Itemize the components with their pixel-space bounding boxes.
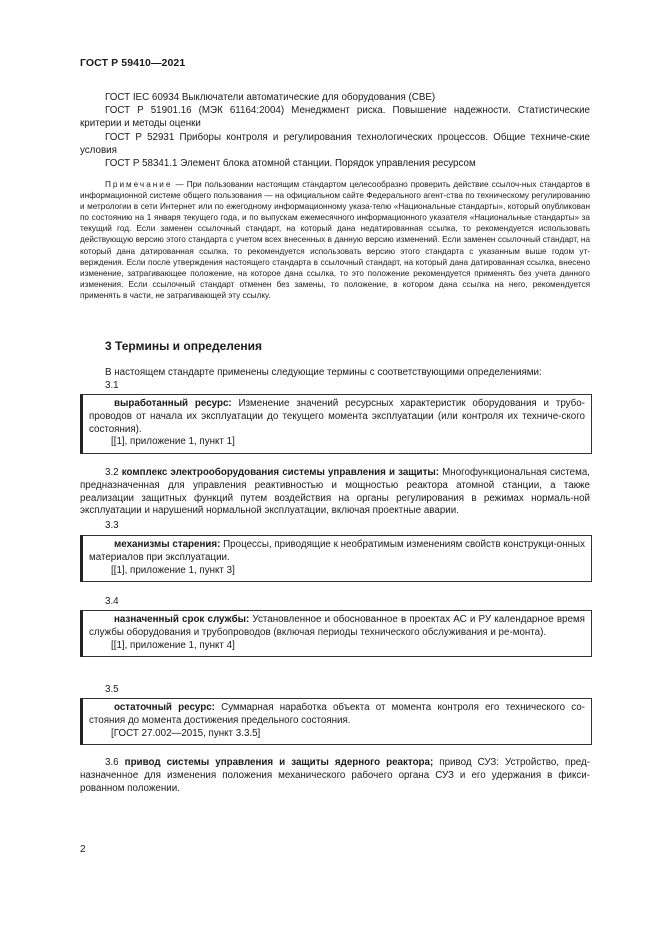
term-name: выработанный ресурс: (114, 398, 232, 409)
note-text: — При пользовании настоящим стандартом целесообразно проверить действие ссылоч-ных стандартов в информационной системе общего пользования — на официальном сайте Федерального агент-ства по техническому регулированию и метрологии в сети Интернет или по ежегодному информационному указа-телю «Национальные стандарты», который опубликован по состоянию на 1 января текущего года, и по выпускам ежемесячного информационного указателя «Национальные стандарты» за текущий год. Если заменен ссылочный стандарт, на который дана недатированная ссылка, то рекомендуется использовать действующую версию этого стандарта с учетом всех внесенных в данную версию изменений. Если заменен ссылочный стандарт, на который дана датированная ссылка, то рекомендуется использовать версию этого стандарта с указанным выше годом ут-верждения. Если после утверждения настоящего стандарта в ссылочный стандарт, на который дана датированная ссылка, внесено изменение, затрагивающее положение, на которое дана ссылка, то это положение рекомендуется применять без учета данного изменения. Если ссылочный стандарт отменен без замены, то положение, в котором дана ссылка на него, рекомендуется применять в части, не затрагивающей эту ссылку. (80, 180, 590, 300)
references-list (80, 91, 590, 170)
term-definition: привод СУЗ: Устройство, пред-назначенное для изменения положения механического рабочего органа СУЗ и его удержания в фикси-рованном положении. (80, 757, 590, 794)
term-source: [[1], приложение 1, пункт 3] (111, 564, 235, 576)
term-definition: Процессы, приводящие к необратимым изменениям свойств конструкци-онных материалов при эксплуатации. (89, 539, 585, 563)
term-box (80, 535, 592, 582)
term-name: комплекс электрооборудования системы управления и защиты: (121, 467, 440, 478)
term-name: механизмы старения: (114, 539, 221, 550)
term-paragraph (80, 757, 590, 795)
term-number: 3.6 (105, 757, 119, 768)
term-name: остаточный ресурс: (114, 702, 215, 713)
reference-item: ГОСТ IEC 60934 Выключатели автоматические для оборудования (CBE) (105, 92, 436, 103)
term-box (80, 394, 592, 454)
term-source: [ГОСТ 27.002—2015, пункт 3.3.5] (111, 727, 261, 739)
section-intro: В настоящем стандарте применены следующие термины с соответствующими определениями: (105, 367, 542, 378)
term-source: [[1], приложение 1, пункт 4] (111, 639, 235, 651)
note-label: Примечание (105, 180, 173, 189)
term-number: 3.4 (105, 596, 119, 607)
section-title: 3 Термины и определения (105, 339, 263, 353)
term-definition: Изменение значений ресурсных характеристик оборудования и трубо-проводов от начала их эксплуатации до текущего момента эксплуатации (или контроля их техниче-ского состояния). (89, 398, 585, 435)
term-number: 3.5 (105, 684, 119, 695)
term-definition: Суммарная наработка объекта от момента контроля его технического со-стояния до момента достижения предельного состояния. (89, 702, 585, 726)
reference-item: ГОСТ Р 51901.16 (МЭК 61164:2004) Менеджмент риска. Повышение надежности. Статистические критерии и методы оценки (80, 105, 590, 130)
term-definition: Многофункциональная система, предназначенная для управления реактивностью и мощностью реактора атомной станции, а также реализации защитных функций путем воздействия на органы регулирования в режимах нормаль-ной эксплуатации и нарушений нормальной эксплуатации, включая проектные аварии. (80, 467, 590, 517)
page-header: ГОСТ Р 59410—2021 (80, 57, 186, 69)
term-box (80, 698, 592, 745)
page-number: 2 (80, 844, 86, 855)
note-block (80, 179, 590, 301)
term-number: 3.3 (105, 520, 119, 531)
term-number: 3.2 (105, 467, 119, 478)
term-number: 3.1 (105, 380, 119, 391)
reference-item: ГОСТ Р 58341.1 Элемент блока атомной станции. Порядок управления ресурсом (105, 158, 476, 170)
term-paragraph (80, 467, 590, 518)
term-box (80, 610, 592, 657)
term-name: назначенный срок службы: (114, 614, 250, 625)
term-definition: Установленное и обоснованное в проектах АС и РУ календарное время службы оборудования и трубопроводов (включая периоды технического обслуживания и ре-монта). (89, 614, 585, 638)
term-name: привод системы управления и защиты ядерного реактора; (124, 757, 434, 768)
term-source: [[1], приложение 1, пункт 1] (111, 436, 235, 448)
reference-item: ГОСТ Р 52931 Приборы контроля и регулирования технологических процессов. Общие техниче-ские условия (80, 131, 590, 156)
